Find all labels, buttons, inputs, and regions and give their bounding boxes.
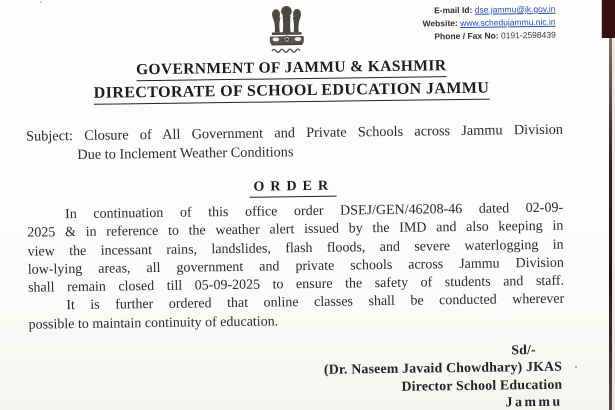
org-title-line1: GOVERNMENT OF JAMMU & KASHMIR (93, 57, 489, 82)
order-body (27, 200, 565, 335)
body-line: It is further ordered that online classes shall be conducted wherever (66, 292, 565, 314)
phone-value: 0191-2598439 (500, 30, 556, 41)
signatory-title: Director School Education (401, 376, 563, 394)
signatory-place: Jammu (505, 393, 563, 410)
national-emblem-icon (262, 1, 311, 56)
subject-text: Closure of All Government and Private Schools across Jammu Division (84, 121, 564, 144)
subject-line2: Due to Inclement Weather Conditions (77, 143, 294, 163)
page-corner-artifact (601, 0, 615, 38)
signatory-name: (Dr. Naseem Javaid Chowdhary) JKAS (323, 359, 563, 378)
subject-label: Subject: (25, 128, 74, 145)
body-line: shall remain closed till 05-09-2025 to ensure the safety of students and staff. (27, 273, 565, 296)
order-heading: ORDER (249, 177, 336, 198)
body-line: 2025 & in reference to the weather alert issued by the IMD and also keeping in (27, 218, 564, 241)
phone-line (423, 29, 556, 44)
body-line: In continuation of this office order DSEJ/GEN/46208-46 dated 02-09- (65, 200, 564, 223)
email-label: E-mail Id: (434, 4, 473, 16)
contact-block (422, 3, 556, 44)
email-link[interactable]: dse.jammu@jk.gov.in (474, 3, 556, 15)
scan-edge-margin (612, 38, 615, 410)
subject-block (26, 121, 563, 165)
website-link[interactable]: www.schedujammu.nic.in (460, 16, 556, 29)
signature-sd: Sd/- (511, 342, 537, 358)
scan-speck (575, 366, 577, 368)
body-line: view the incessant rains, landslides, flash floods, and severe waterlogging in (27, 237, 564, 260)
signature-block (324, 341, 563, 410)
scan-speck (40, 1, 42, 3)
body-line: possible to maintain continuity of education. (28, 314, 279, 333)
phone-label: Phone / Fax No: (434, 30, 499, 42)
letterhead (93, 57, 489, 105)
org-title-line2: DIRECTORATE OF SCHOOL EDUCATION JAMMU (94, 80, 490, 105)
website-label: Website: (422, 18, 458, 29)
body-line: low-lying areas, all government and private schools across Jammu Division (27, 255, 564, 278)
